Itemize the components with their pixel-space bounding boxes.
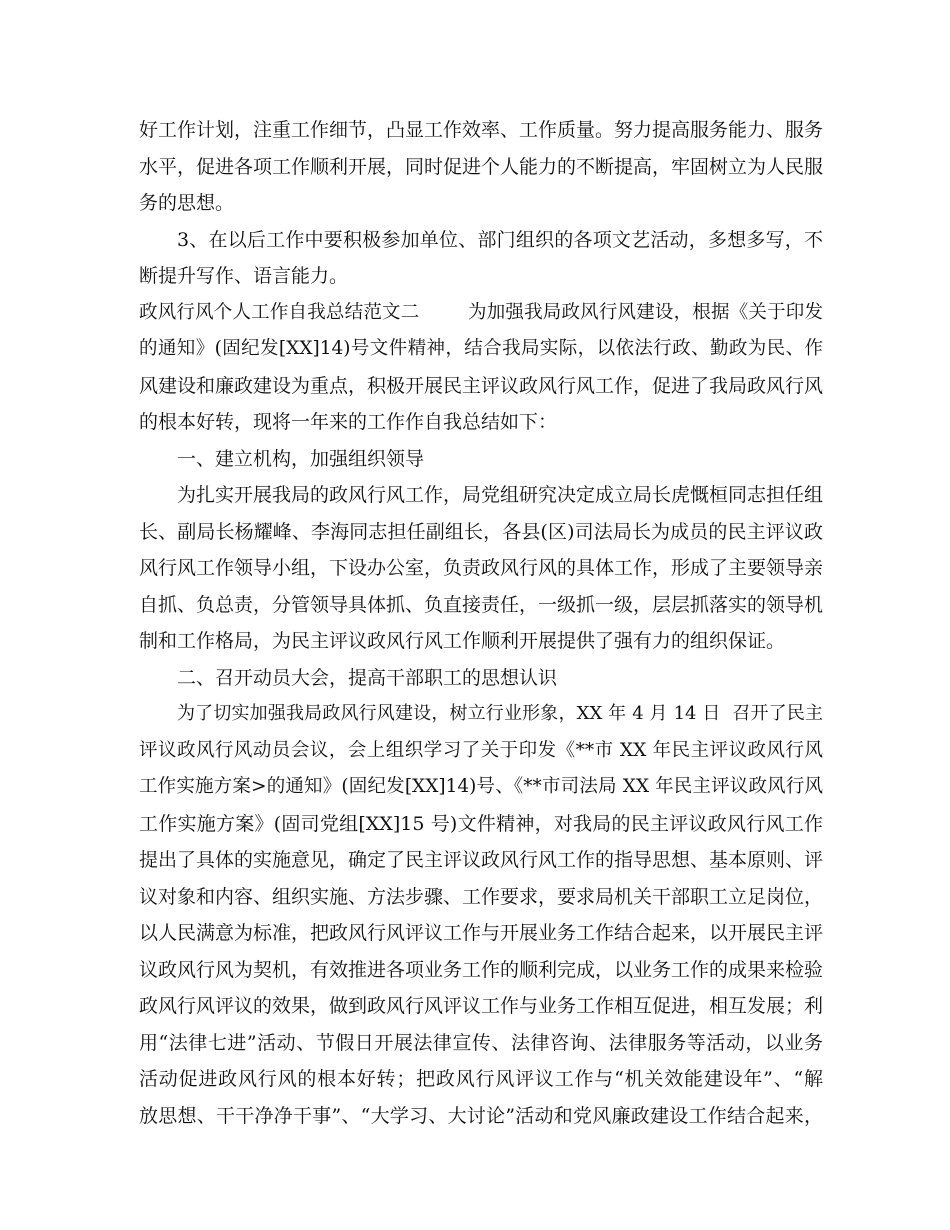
text-line xyxy=(139,1025,823,1062)
text-line xyxy=(139,623,823,660)
text-line-content: 断提升写作、语言能力。 xyxy=(139,265,349,287)
text-line xyxy=(139,477,823,514)
text-line-content: 的根本好转，现将一年来的工作作自我总结如下： xyxy=(139,411,558,433)
text-line-content: 的通知》(固纪发[XX]14)号文件精神，结合我局实际，以依法行政、勤政为民、作 xyxy=(139,338,823,359)
text-line-content: 用“法律七进”活动、节假日开展法律宣传、法律咨询、法律服务等活动，以业务 xyxy=(139,1031,823,1054)
text-line xyxy=(139,769,823,806)
text-line xyxy=(139,879,823,916)
text-line-content: 风行风工作领导小组，下设办公室，负责政风行风的具体工作，形成了主要领导亲 xyxy=(139,557,824,579)
text-line-content: 放思想、干干净净干事”、“大学习、大讨论”活动和党风廉政建设工作结合起来， xyxy=(139,1104,823,1127)
document-body xyxy=(139,112,823,1134)
text-line-content: 政风行风个人工作自我总结范文二 为加强我局政风行风建设，根据《关于印发 xyxy=(139,301,823,323)
text-line xyxy=(139,952,823,989)
text-line-content: 务的思想。 xyxy=(139,192,235,214)
text-line-content: 水平，促进各项工作顺利开展，同时促进个人能力的不断提高，牢固树立为人民服 xyxy=(139,155,824,178)
text-line xyxy=(139,331,823,368)
text-line-content: 为了切实加强我局政风行风建设，树立行业形象，XX 年 4 月 14 日 召开了民主 xyxy=(177,703,823,724)
text-line-content: 工作实施方案>的通知》(固纪发[XX]14)号、《**市司法局 XX 年民主评议政风行风 xyxy=(139,776,823,797)
text-line xyxy=(139,587,823,624)
text-line xyxy=(139,915,823,952)
text-line-content: 自抓、负总责，分管领导具体抓、负直接责任，一级抓一级，层层抓落实的领导机 xyxy=(139,593,824,616)
text-line-content: 活动促进政风行风的根本好转；把政风行风评议工作与“机关效能建设年”、“解 xyxy=(139,1068,823,1090)
text-line-content: 以人民满意为标准，把政风行风评议工作与开展业务工作结合起来，以开展民主评 xyxy=(139,922,824,944)
text-line xyxy=(139,149,823,186)
text-line-content: 长、副局长杨耀峰、李海同志担任副组长，各县(区)司法局长为成员的民主评议政 xyxy=(139,520,823,543)
text-line xyxy=(139,842,823,879)
text-line xyxy=(139,733,823,770)
text-line xyxy=(139,404,823,441)
text-line xyxy=(139,222,823,259)
text-line-content: 工作实施方案》(固司党组[XX]15 号)文件精神，对我局的民主评议政风行风工作 xyxy=(139,812,823,835)
text-line xyxy=(139,112,823,149)
text-line xyxy=(139,185,823,222)
text-line-content: 提出了具体的实施意见，确定了民主评议政风行风工作的指导思想、基本原则、评 xyxy=(139,849,824,871)
text-line xyxy=(139,550,823,587)
text-line xyxy=(139,441,823,478)
text-line-content: 好工作计划，注重工作细节，凸显工作效率、工作质量。努力提高服务能力、服务 xyxy=(139,119,824,141)
text-line-content: 评议政风行风动员会议，会上组织学习了关于印发《**市 XX 年民主评议政风行风 xyxy=(139,739,823,761)
text-line xyxy=(139,660,823,697)
text-line xyxy=(139,696,823,733)
text-line xyxy=(139,295,823,332)
text-line-content: 议政风行风为契机，有效推进各项业务工作的顺利完成，以业务工作的成果来检验 xyxy=(139,958,824,981)
text-line-content: 3、在以后工作中要积极参加单位、部门组织的各项文艺活动，多想多写，不 xyxy=(177,228,823,251)
text-line xyxy=(139,258,823,295)
text-line xyxy=(139,368,823,405)
text-line xyxy=(139,806,823,843)
text-line-content: 议对象和内容、组织实施、方法步骤、工作要求，要求局机关干部职工立足岗位， xyxy=(139,885,824,908)
text-line-content: 为扎实开展我局的政风行风工作，局党组研究决定成立局长虎慨桓同志担任组 xyxy=(177,484,824,506)
text-line xyxy=(139,1098,823,1135)
text-line-content: 政风行风评议的效果，做到政风行风评议工作与业务工作相互促进，相互发展；利 xyxy=(139,995,824,1017)
text-line-content: 制和工作格局，为民主评议政风行风工作顺利开展提供了强有力的组织保证。 xyxy=(139,630,786,652)
text-line xyxy=(139,1061,823,1098)
text-line-content: 一、建立机构，加强组织领导 xyxy=(177,447,425,470)
text-line-content: 二、召开动员大会，提高干部职工的思想认识 xyxy=(177,666,558,689)
text-line xyxy=(139,514,823,551)
text-line-content: 风建设和廉政建设为重点，积极开展民主评议政风行风工作，促进了我局政风行风 xyxy=(139,374,824,397)
text-line xyxy=(139,988,823,1025)
